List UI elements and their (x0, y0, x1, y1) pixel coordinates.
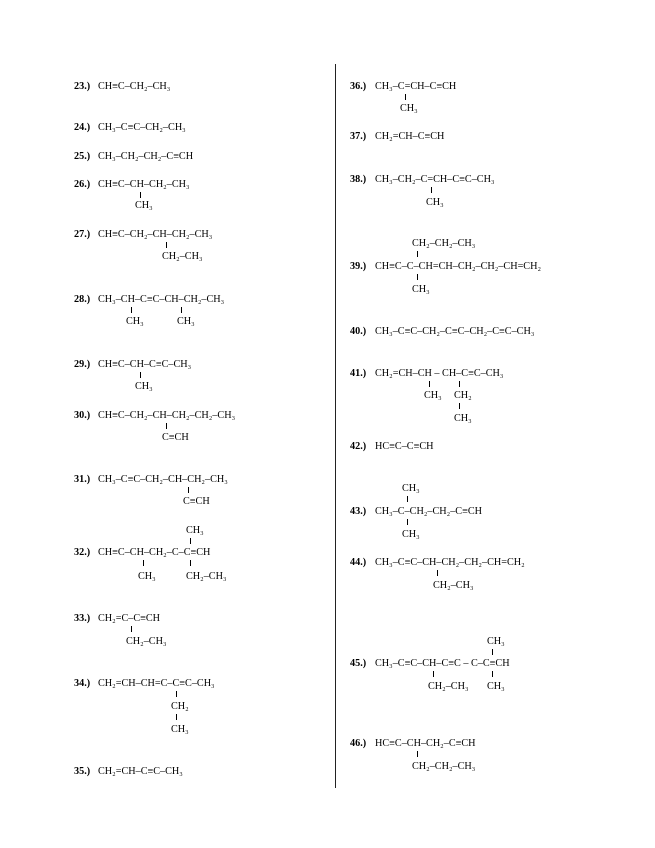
bond-line (140, 372, 141, 378)
formula-main: CH≡C–CH–CH₂–CH₃ (98, 179, 190, 190)
problem-number: 31.) (74, 474, 91, 485)
formula-main: CH₃–C≡C–CH–CH₂–CH₂–CH=CH₂ (375, 557, 525, 568)
problem-number: 46.) (350, 738, 367, 749)
formula-main: HC≡C–C≡CH (375, 441, 434, 452)
substituent: C≡CH (162, 432, 189, 443)
bond-line (166, 242, 167, 248)
formula-main: CH₃–CH–C≡C–CH–CH₂–CH₃ (98, 294, 225, 305)
problem-number: 27.) (74, 229, 91, 240)
bond-line (143, 560, 144, 566)
bond-line (188, 487, 189, 493)
substituent: CH₃ (171, 724, 189, 735)
formula-main: CH₂=C–C≡CH (98, 613, 161, 624)
substituent-top: CH₃ (186, 525, 204, 536)
problem-number: 39.) (350, 261, 367, 272)
substituent: CH₃ (138, 571, 156, 582)
column-divider (335, 64, 336, 788)
bond-line (433, 671, 434, 677)
bond-line (459, 403, 460, 409)
formula-main: CH₃–CH₂–C=CH–C≡C–CH₃ (375, 174, 495, 185)
substituent: C≡CH (183, 496, 210, 507)
formula-main: CH₃–C–CH₂–CH₂–C≡CH (375, 506, 482, 517)
formula-main: CH₃–C≡C–CH₂–CH–CH₂–CH₃ (98, 474, 228, 485)
bond-line (176, 714, 177, 720)
formula-main: CH≡C–CH₂–CH₃ (98, 81, 171, 92)
formula-main: CH≡C–CH₂–CH–CH₂–CH₃ (98, 229, 213, 240)
bond-line (190, 538, 191, 544)
problem-number: 35.) (74, 766, 91, 777)
substituent: CH₃ (402, 529, 420, 540)
formula-main: CH₃–C≡C–CH₂–CH₃ (98, 122, 186, 133)
bond-line (140, 192, 141, 198)
problem-number: 33.) (74, 613, 91, 624)
substituent: CH₃ (412, 284, 430, 295)
substituent-top: CH₃ (402, 483, 420, 494)
substituent-top: CH₃ (487, 636, 505, 647)
bond-line (407, 496, 408, 502)
substituent: CH₃ (426, 197, 444, 208)
problem-number: 24.) (74, 122, 91, 133)
bond-line (131, 626, 132, 632)
problem-number: 28.) (74, 294, 91, 305)
bond-line (437, 570, 438, 576)
bond-line (417, 251, 418, 257)
formula-main: CH₂=CH–CH=C–C≡C–CH₃ (98, 678, 215, 689)
problem-number: 40.) (350, 326, 367, 337)
formula-main: CH₃–CH₂–CH₂–C≡CH (98, 151, 194, 162)
formula-main: CH₂=CH–C≡CH (375, 131, 445, 142)
problem-number: 34.) (74, 678, 91, 689)
substituent: CH₂–CH₃ (186, 571, 227, 582)
formula-main: CH≡C–CH–CH₂–C–C≡CH (98, 547, 211, 558)
formula-main: CH≡C–CH₂–CH–CH₂–CH₂–CH₃ (98, 410, 236, 421)
bond-line (417, 274, 418, 280)
bond-line (166, 423, 167, 429)
problem-number: 43.) (350, 506, 367, 517)
bond-line (131, 307, 132, 313)
substituent: CH₂–CH₃ (126, 636, 167, 647)
problem-number: 26.) (74, 179, 91, 190)
substituent: CH₂–CH₂–CH₃ (412, 761, 476, 772)
bond-line (405, 94, 406, 100)
substituent: CH₂–CH₃ (162, 251, 203, 262)
substituent: CH₃ (126, 316, 144, 327)
bond-line (181, 307, 182, 313)
substituent: CH₂ (454, 390, 472, 401)
substituent: CH₃ (135, 200, 153, 211)
problem-number: 23.) (74, 81, 91, 92)
bond-line (407, 519, 408, 525)
bond-line (190, 560, 191, 566)
problem-number: 37.) (350, 131, 367, 142)
substituent: CH₂–CH₃ (433, 580, 474, 591)
bond-line (459, 381, 460, 387)
problem-number: 32.) (74, 547, 91, 558)
substituent: CH₃ (424, 390, 442, 401)
substituent: CH₃ (487, 681, 505, 692)
bond-line (176, 691, 177, 697)
problem-number: 36.) (350, 81, 367, 92)
problem-number: 25.) (74, 151, 91, 162)
problem-number: 45.) (350, 658, 367, 669)
problem-number: 44.) (350, 557, 367, 568)
substituent: CH₃ (135, 381, 153, 392)
bond-line (417, 751, 418, 757)
formula-main: CH₂=CH–C≡C–CH₃ (98, 766, 183, 777)
formula-main: CH≡C–CH–C≡C–CH₃ (98, 359, 192, 370)
problem-number: 30.) (74, 410, 91, 421)
substituent: CH₂ (171, 701, 189, 712)
formula-main: CH₃–C≡C–CH₂–C≡C–CH₂–C≡C–CH₃ (375, 326, 535, 337)
problem-number: 38.) (350, 174, 367, 185)
formula-main: CH₃–C≡C–CH–C≡C – C–C≡CH (375, 658, 510, 669)
substituent-top: CH₂–CH₂–CH₃ (412, 238, 476, 249)
bond-line (431, 187, 432, 193)
problem-number: 41.) (350, 368, 367, 379)
substituent: CH₃ (454, 413, 472, 424)
bond-line (492, 649, 493, 655)
problem-number: 29.) (74, 359, 91, 370)
substituent: CH₃ (400, 103, 418, 114)
bond-line (429, 381, 430, 387)
problem-number: 42.) (350, 441, 367, 452)
substituent: CH₂–CH₃ (428, 681, 469, 692)
formula-main: CH≡C–C–CH=CH–CH₂–CH₂–CH=CH₂ (375, 261, 542, 272)
bond-line (492, 671, 493, 677)
formula-main: HC≡C–CH–CH₂–C≡CH (375, 738, 476, 749)
formula-main: CH₃–C=CH–C≡CH (375, 81, 457, 92)
formula-main: CH₂=CH–CH – CH–C≡C–CH₃ (375, 368, 504, 379)
substituent: CH₃ (177, 316, 195, 327)
